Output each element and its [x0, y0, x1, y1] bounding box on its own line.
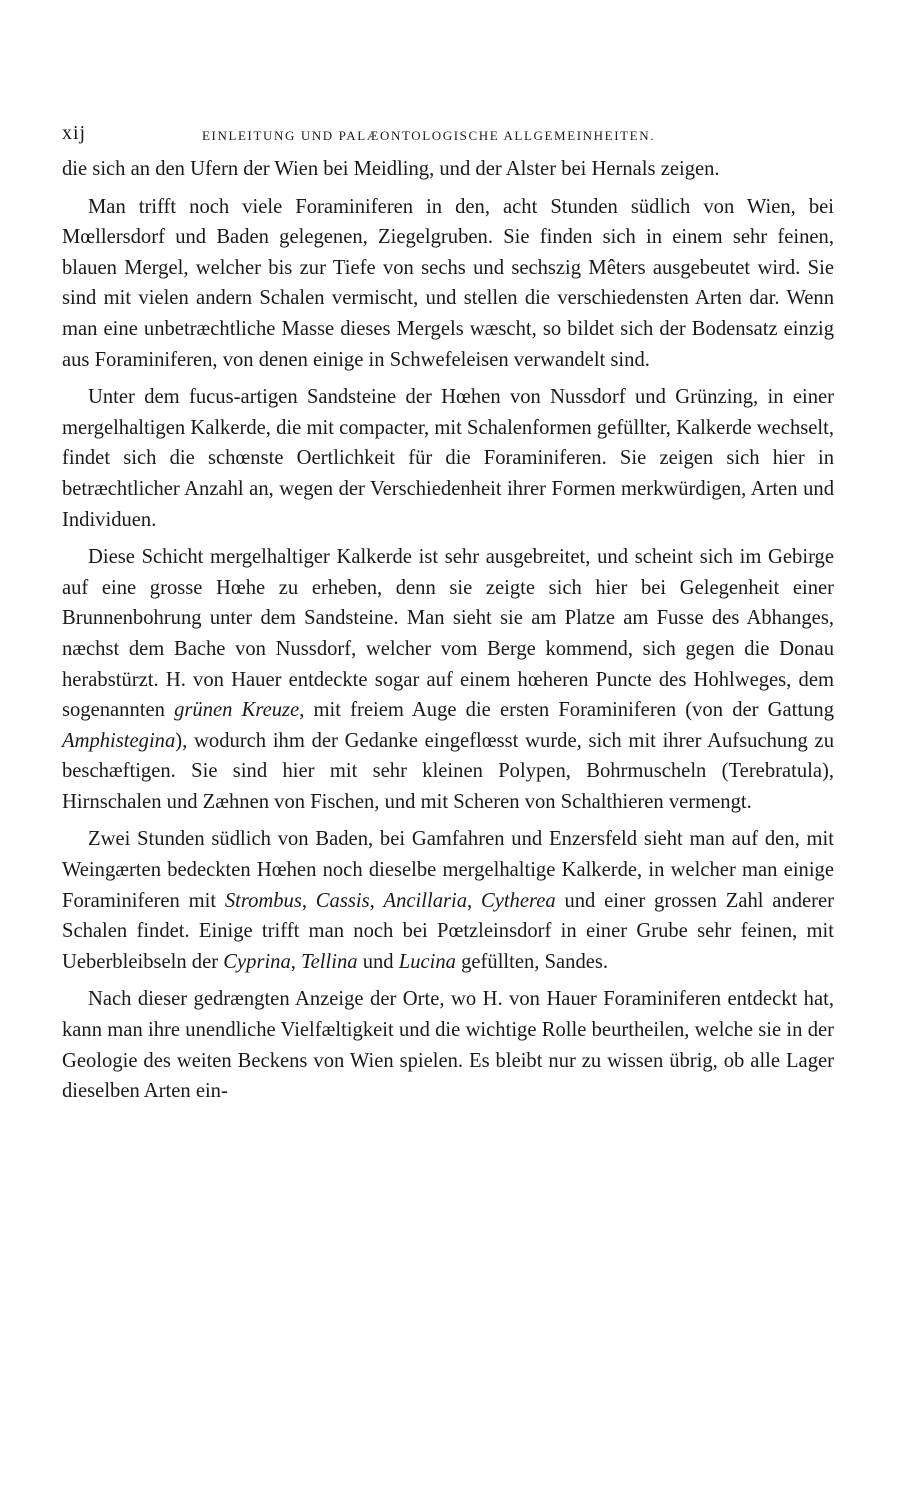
- italic-term: Strombus: [224, 889, 302, 912]
- paragraph: [62, 192, 834, 376]
- italic-term: Amphistegina: [62, 729, 176, 752]
- italic-term: Lucina: [398, 950, 456, 973]
- text-segment: Zwei Stunden südlich von Baden, bei Gamfahren und Enzersfeld sieht man auf den, mit Weingærten bedeckten Hœhen noch dieselbe mergelhaltige Kalkerde, in welcher man einige Foraminiferen mit: [62, 828, 834, 912]
- text-segment: Nach dieser gedrængten Anzeige der Orte, wo H. von Hauer Foraminiferen entdeckt hat, kann man ihre unendliche Vielfæltigkeit und die wichtige Rolle beurtheilen, welche sie in der Geologie des weiten Beckens von Wien spielen. Es bleibt nur zu wissen übrig, ob alle Lager dieselben Arten ein-: [62, 988, 834, 1103]
- italic-term: Cytherea: [480, 889, 556, 912]
- italic-term: Cyprina: [223, 950, 291, 973]
- text-segment: ,: [290, 950, 302, 973]
- text-segment: gefüllten, Sandes.: [455, 950, 609, 973]
- text-segment: und einer grossen Zahl anderer Schalen findet. Einige trifft man noch bei Pœtzleinsdorf in einer Grube sehr feinen, mit Ueberbleibseln der: [62, 889, 834, 973]
- paragraph: [62, 824, 834, 977]
- running-title: EINLEITUNG UND PALÆONTOLOGISCHE ALLGEMEINHEITEN.: [202, 128, 656, 143]
- italic-term: Ancillaria: [383, 889, 468, 912]
- italic-term: Cassis: [315, 889, 370, 912]
- text-segment: ,: [369, 889, 384, 912]
- paragraph: [62, 382, 834, 535]
- text-segment: die sich an den Ufern der Wien bei Meidling, und der Alster bei Hernals zeigen.: [62, 158, 720, 180]
- text-segment: ,: [467, 889, 481, 912]
- paragraph-continued: [62, 154, 834, 185]
- italic-term: grünen Kreuze: [174, 699, 300, 722]
- running-head: [62, 118, 834, 148]
- paragraph: [62, 542, 834, 817]
- text-segment: ), wodurch ihm der Gedanke eingeflœsst wurde, sich mit ihrer Aufsuchung zu beschæftigen. Sie sind hier mit sehr kleinen Polypen, Bohrmuscheln (Terebratula), Hirnschalen und Zæhnen von Fischen, und mit Scheren von Schalthieren vermengt.: [62, 729, 834, 813]
- text-segment: Diese Schicht mergelhaltiger Kalkerde ist sehr ausgebreitet, und scheint sich im Gebirge auf eine grosse Hœhe zu erheben, denn sie zeigte sich hier bei Gelegenheit einer Brunnenbohrung unter dem Sandsteine. Man sieht sie am Platze am Fusse des Abhanges, næchst dem Bache von Nussdorf, welcher vom Berge kommend, sich gegen die Donau herabstürzt. H. von Hauer entdeckte sogar auf einem hœheren Puncte des Hohlweges, dem sogenannten: [62, 546, 834, 722]
- page-number: xij: [62, 122, 87, 144]
- body-text: [62, 154, 834, 1107]
- text-segment: Man trifft noch viele Foraminiferen in den, acht Stunden südlich von Wien, bei Mœllersdorf und Baden gelegenen, Ziegelgruben. Sie finden sich in einem sehr feinen, blauen Mergel, welcher bis zur Tiefe von sechs und sechszig Mêters ausgebeutet wird. Sie sind mit vielen andern Schalen vermischt, und stellen die verschiedensten Arten dar. Wenn man eine unbetræchtliche Masse dieses Mergels wæscht, so bildet sich der Bodensatz einzig aus Foraminiferen, von denen einige in Schwefeleisen verwandelt sind.: [62, 195, 834, 371]
- book-page: [62, 118, 834, 1114]
- text-segment: ,: [301, 889, 316, 912]
- text-segment: , mit freiem Auge die ersten Foraminiferen (von der Gattung: [299, 699, 834, 722]
- text-segment: und: [357, 950, 399, 973]
- text-segment: Unter dem fucus-artigen Sandsteine der Hœhen von Nussdorf und Grünzing, in einer mergelhaltigen Kalkerde, die mit compacter, mit Schalenformen gefüllter, Kalkerde wechselt, findet sich die schœnste Oertlichkeit für die Foraminiferen. Sie zeigen sich hier in betræchtlicher Anzahl an, wegen der Verschiedenheit ihrer Formen merkwürdigen, Arten und Individuen.: [62, 386, 834, 531]
- italic-term: Tellina: [301, 950, 358, 973]
- paragraph: [62, 984, 834, 1106]
